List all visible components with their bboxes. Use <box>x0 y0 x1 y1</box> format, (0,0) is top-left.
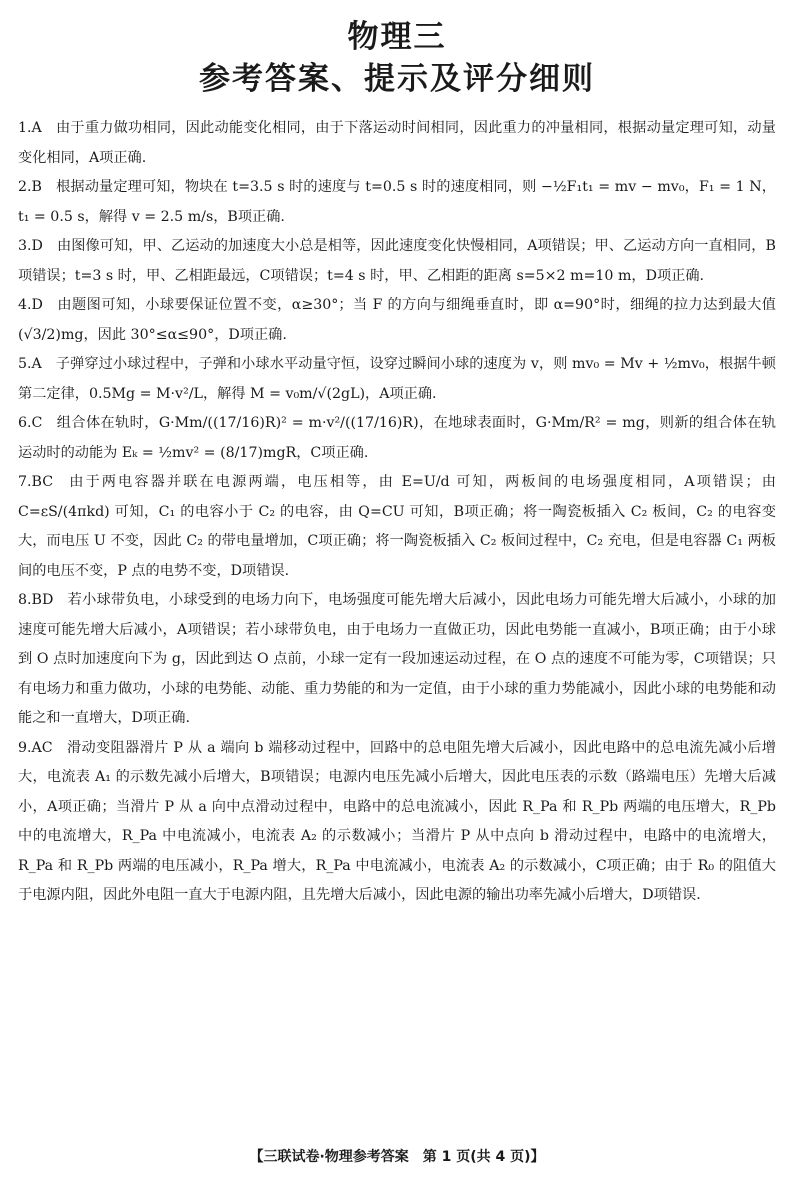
item-answer: A <box>31 120 42 136</box>
item-number: 7. <box>18 474 32 490</box>
answer-item-7 <box>18 468 776 586</box>
item-explanation: 滑动变阻器滑片 P 从 a 端向 b 端移动过程中，回路中的总电阻先增大后减小，因此电路中的总电流先减小后增大，电流表 A₁ 的示数先减小后增大，B项错误；电源内电压先减小后增大，因此电压表的示数（路端电压）先增大后减小，A项正确；当滑片 P 从 a 向中点滑动过程中，电路中的总电流减小，因此 R_Pa 和 R_Pb 两端的电压增大，R_Pb 中的电流增大，R_Pa 中电流减小，电流表 A₂ 的示数减小；当滑片 P 从中点向 b 滑动过程中，电路中的电流增大，R_Pa 和 R_Pb 两端的电压减小，R_Pa 增大，R_Pa 中电流减小，电流表 A₂ 的示数减小，C项正确；由于 R₀ 的阻值大于电源内阻，因此外电阻一直大于电源内阻，且先增大后减小，因此电源的输出功率先减小后增大，D项错误. <box>18 739 776 903</box>
answer-item-6 <box>18 409 776 468</box>
item-answer: B <box>31 179 42 195</box>
answer-item-9 <box>18 734 776 911</box>
item-number: 6. <box>18 415 32 431</box>
item-number: 5. <box>18 356 32 372</box>
answer-list <box>18 114 776 911</box>
item-number: 2. <box>18 179 32 195</box>
item-answer: D <box>31 297 43 313</box>
item-explanation: 子弹穿过小球过程中，子弹和小球水平动量守恒，设穿过瞬间小球的速度为 v，则 mv₀ = Mv + ½mv₀，根据牛顿第二定律，0.5Mg = M·v²/L，解得 M = v₀m/√(2gL)，A项正确. <box>18 356 776 402</box>
item-number: 8. <box>18 592 32 608</box>
answer-item-8 <box>18 586 776 734</box>
item-explanation: 若小球带负电，小球受到的电场力向下，电场强度可能先增大后减小，因此电场力可能先增大后减小，小球的加速度可能先增大后减小，A项错误；若小球带负电，由于电场力一直做正功，因此电势能一直减小，B项正确；由于小球到 O 点时加速度向下为 g，因此到达 O 点前，小球一定有一段加速运动过程，在 O 点的速度不可能为零，C项错误；只有电场力和重力做功，小球的电势能、动能、重力势能的和为一定值，由于小球的重力势能减小，因此小球的电势能和动能之和一直增大，D项正确. <box>18 592 776 726</box>
item-explanation: 由图像可知，甲、乙运动的加速度大小总是相等，因此速度变化快慢相同，A项错误；甲、乙运动方向一直相同，B项错误；t=3 s 时，甲、乙相距最远，C项错误；t=4 s 时，甲、乙相距的距离 s=5×2 m=10 m，D项正确. <box>18 238 776 284</box>
page-subtitle: 参考答案、提示及评分细则 <box>199 61 595 97</box>
answer-item-4 <box>18 291 776 350</box>
item-explanation: 组合体在轨时，G·Mm/((17/16)R)² = m·v²/((17/16)R)，在地球表面时，G·Mm/R² = mg，则新的组合体在轨运动时的动能为 Eₖ = ½mv² = (8/17)mgR，C项正确. <box>18 415 776 461</box>
page-title: 物理三 <box>347 19 447 55</box>
item-number: 9. <box>18 739 32 756</box>
answer-item-5 <box>18 350 776 409</box>
item-answer: A <box>31 356 42 372</box>
item-explanation: 由题图可知，小球要保证位置不变，α≥30°；当 F 的方向与细绳垂直时，即 α=90°时，细绳的拉力达到最大值 (√3/2)mg，因此 30°≤α≤90°，D项正确. <box>18 297 776 343</box>
item-answer: BC <box>31 474 54 490</box>
item-answer: C <box>31 415 43 431</box>
item-answer: AC <box>31 739 53 756</box>
answer-item-1 <box>18 114 776 173</box>
item-explanation: 根据动量定理可知，物块在 t=3.5 s 时的速度与 t=0.5 s 时的速度相同，则 −½F₁t₁ = mv − mv₀，F₁ = 1 N，t₁ = 0.5 s，解得 v = 2.5 m/s，B项正确. <box>18 179 776 225</box>
item-number: 3. <box>18 238 32 254</box>
item-explanation: 由于重力做功相同，因此动能变化相同，由于下落运动时间相同，因此重力的冲量相同，根据动量定理可知，动量变化相同，A项正确. <box>18 120 776 166</box>
item-answer: D <box>31 238 43 254</box>
item-answer: BD <box>31 592 54 608</box>
page-footer: 【三联试卷·物理参考答案 第 1 页(共 4 页)】 <box>249 1149 545 1165</box>
answer-item-3 <box>18 232 776 291</box>
item-explanation: 由于两电容器并联在电源两端，电压相等，由 E=U/d 可知，两板间的电场强度相同，A项错误；由 C=εS/(4πkd) 可知，C₁ 的电容小于 C₂ 的电容，由 Q=CU 可知，B项正确；将一陶瓷板插入 C₂ 板间，C₂ 的电容变大，而电压 U 不变，因此 C₂ 的带电量增加，C项正确；将一陶瓷板插入 C₂ 板间过程中，C₂ 充电，但是电容器 C₁ 两板间的电压不变，P 点的电势不变，D项错误. <box>18 474 776 579</box>
answer-item-2 <box>18 173 776 232</box>
item-number: 1. <box>18 120 32 136</box>
item-number: 4. <box>18 297 32 313</box>
